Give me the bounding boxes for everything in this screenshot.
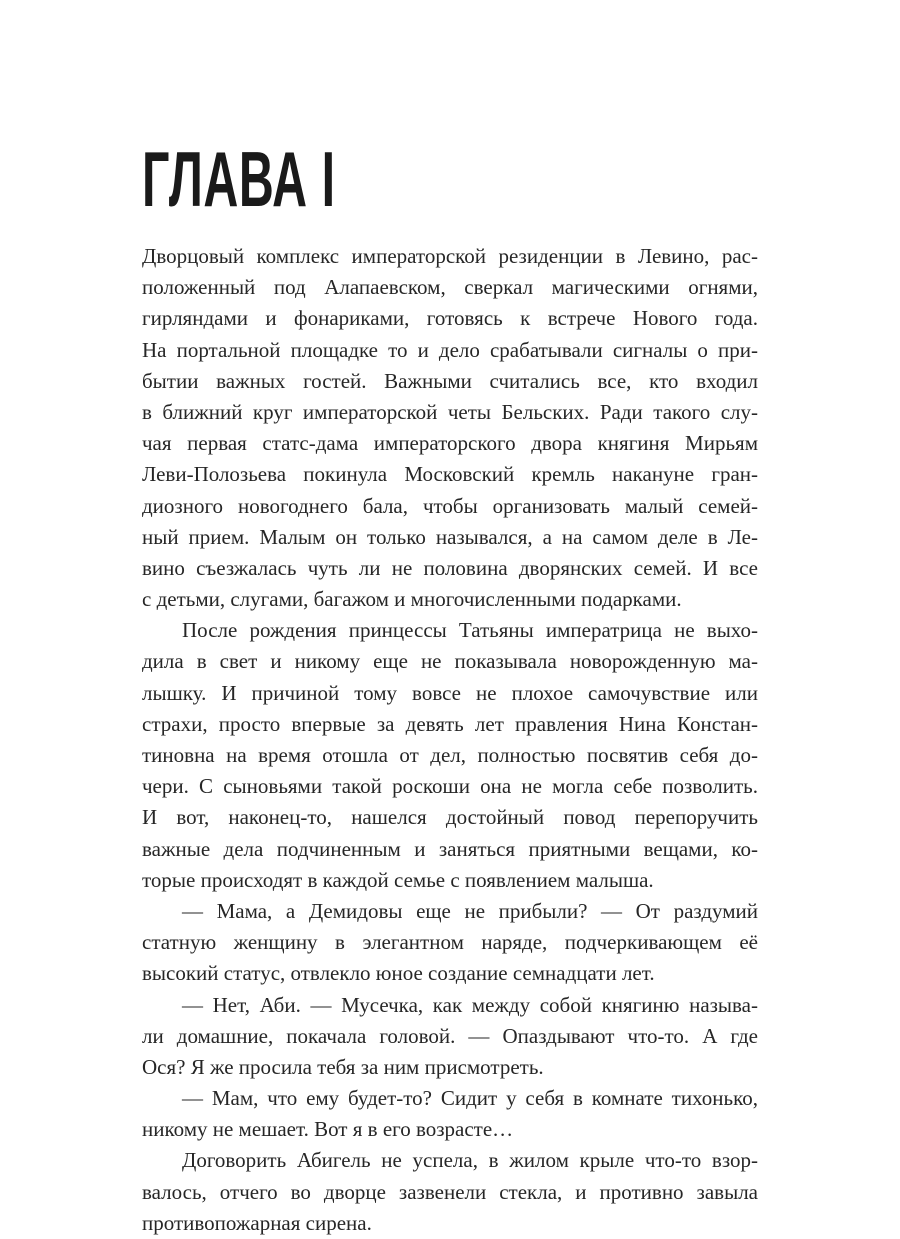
text-line: — Мам, что ему будет-то? Сидит у себя в комнате тихонько, bbox=[182, 1086, 758, 1111]
text-line: Леви-Полозьева покинула Московский кремль накануне гран- bbox=[142, 462, 758, 487]
chapter-body-text bbox=[142, 241, 758, 1239]
text-line: статную женщину в элегантном наряде, подчеркивающем её bbox=[142, 930, 758, 955]
text-line: торые происходят в каждой семье с появлением малыша. bbox=[142, 867, 654, 892]
text-line: чая первая статс-дама императорского двора княгиня Мирьям bbox=[142, 431, 758, 456]
text-line: положенный под Алапаевском, сверкал магическими огнями, bbox=[142, 275, 758, 300]
text-line: Дворцовый комплекс императорской резиденции в Левино, рас- bbox=[142, 244, 758, 268]
text-line: вино съезжалась чуть ли не половина дворянских семей. И все bbox=[142, 555, 758, 580]
text-line: — Нет, Аби. — Мусечка, как между собой княгиню называ- bbox=[182, 992, 758, 1017]
text-line: После рождения принцессы Татьяны императрица не выхо- bbox=[182, 618, 758, 643]
text-line: тиновна на время отошла от дел, полностью посвятив себя до- bbox=[142, 743, 758, 767]
text-line: — Мама, а Демидовы еще не прибыли? — От раздумий bbox=[182, 898, 758, 923]
text-line: важные дела подчиненным и заняться приятными вещами, ко- bbox=[142, 836, 758, 861]
text-line: Ося? Я же просила тебя за ним присмотреть. bbox=[142, 1054, 544, 1079]
text-line: страхи, просто впервые за девять лет правления Нина Констан- bbox=[142, 711, 758, 736]
text-line: На портальной площадке то и дело срабатывали сигналы о при- bbox=[142, 337, 758, 362]
text-line: ный прием. Малым он только назывался, а на самом деле в Ле- bbox=[142, 524, 758, 549]
text-line: чери. С сыновьями такой роскоши она не могла себе позволить. bbox=[142, 774, 758, 799]
text-line: гирляндами и фонариками, готовясь к встрече Нового года. bbox=[142, 306, 758, 331]
text-line: никому не мешает. Вот я в его возрасте… bbox=[142, 1117, 514, 1142]
text-line: И вот, наконец-то, нашелся достойный повод перепоручить bbox=[142, 805, 758, 830]
text-line: валось, отчего во дворце зазвенели стекла, и противно завыла bbox=[142, 1179, 758, 1204]
text-line: противопожарная сирена. bbox=[142, 1210, 372, 1235]
text-line: с детьми, слугами, багажом и многочисленными подарками. bbox=[142, 587, 682, 612]
text-line: высокий статус, отвлекло юное создание семнадцати лет. bbox=[142, 961, 655, 986]
text-line: в ближний круг императорской четы Бельских. Ради такого слу- bbox=[142, 399, 758, 424]
text-line: дила в свет и никому еще не показывала новорожденную ма- bbox=[142, 649, 758, 674]
text-line: Договорить Абигель не успела, в жилом крыле что-то взор- bbox=[182, 1148, 758, 1173]
text-line: лышку. И причиной тому вовсе не плохое самочувствие или bbox=[142, 680, 758, 705]
text-line: бытии важных гостей. Важными считались все, кто входил bbox=[142, 368, 758, 393]
text-line: ли домашние, покачала головой. — Опаздывают что-то. А где bbox=[142, 1023, 758, 1048]
text-line: диозного новогоднего бала, чтобы организовать малый семей- bbox=[142, 493, 758, 518]
chapter-title: ГЛАВА I bbox=[142, 135, 336, 223]
